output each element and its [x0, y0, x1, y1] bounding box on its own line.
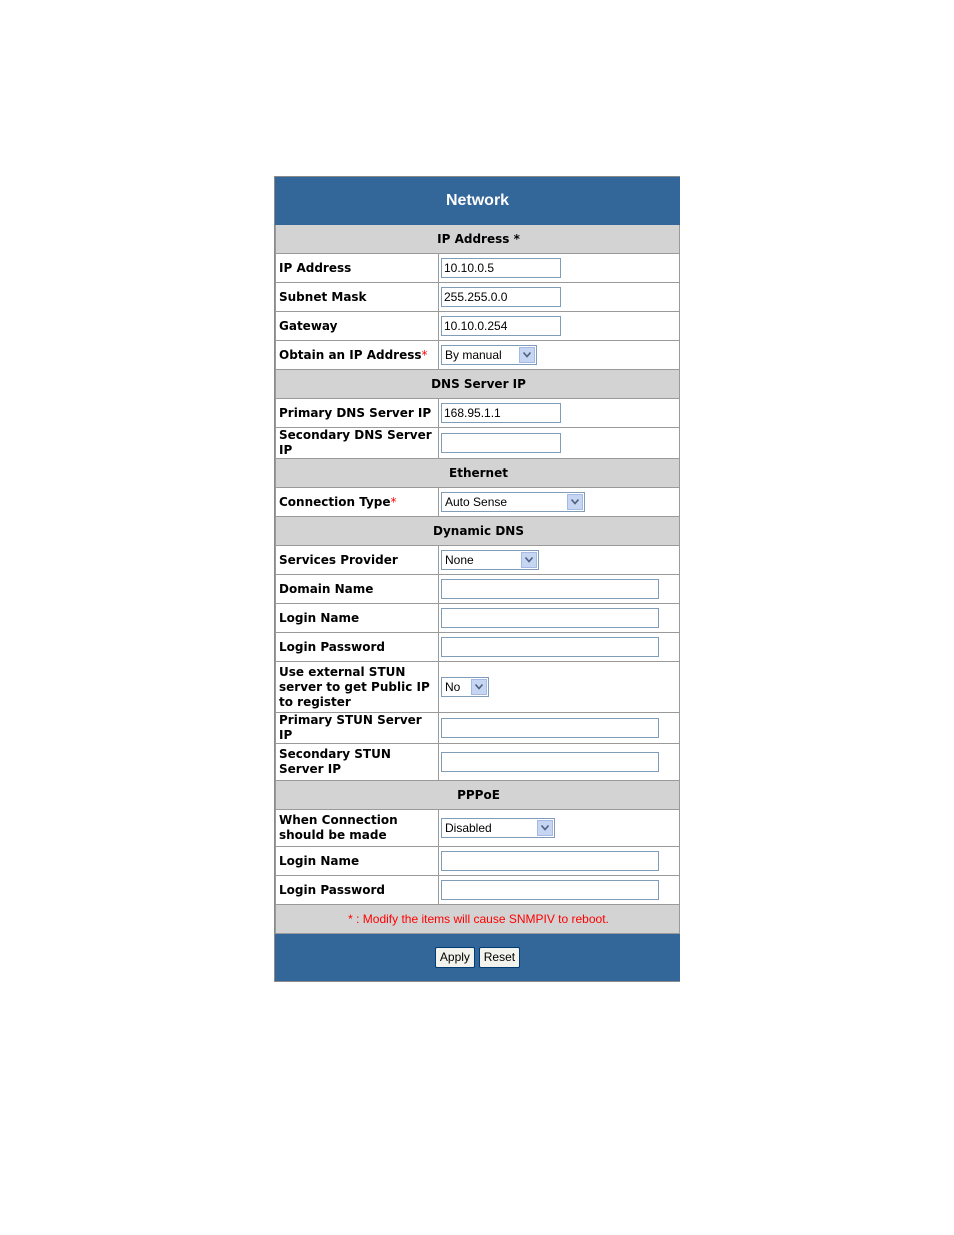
ddns-login-password-label: Login Password: [276, 633, 439, 662]
obtain-ip-label: [276, 341, 439, 370]
services-provider-select-value: None: [445, 553, 474, 567]
domain-name-input[interactable]: [441, 579, 659, 599]
primary-dns-input[interactable]: 168.95.1.1: [441, 403, 561, 423]
reboot-note: * : Modify the items will cause SNMPIV to reboot.: [276, 905, 680, 934]
pppoe-login-name-input[interactable]: [441, 851, 659, 871]
obtain-ip-select-value: By manual: [445, 348, 502, 362]
connection-type-label: [276, 488, 439, 517]
domain-name-label: Domain Name: [276, 575, 439, 604]
apply-button[interactable]: Apply: [435, 947, 475, 968]
secondary-dns-input[interactable]: [441, 433, 561, 453]
form-footer: [276, 934, 680, 981]
subnet-mask-label: Subnet Mask: [276, 283, 439, 312]
connection-type-select[interactable]: [441, 492, 585, 512]
pppoe-login-password-input[interactable]: [441, 880, 659, 900]
primary-stun-input[interactable]: [441, 718, 659, 738]
section-ethernet: Ethernet: [276, 459, 680, 488]
use-stun-label: Use external STUN server to get Public IP to register: [276, 662, 439, 713]
chevron-down-icon: [567, 494, 583, 510]
section-dynamic-dns: Dynamic DNS: [276, 517, 680, 546]
required-mark: *: [390, 494, 397, 509]
pppoe-when-select-value: Disabled: [445, 821, 492, 835]
services-provider-label: Services Provider: [276, 546, 439, 575]
secondary-stun-input[interactable]: [441, 752, 659, 772]
use-stun-select-value: No: [445, 680, 461, 694]
ddns-login-name-label: Login Name: [276, 604, 439, 633]
connection-type-select-value: Auto Sense: [445, 495, 508, 509]
services-provider-select[interactable]: [441, 550, 539, 570]
connection-type-label-text: Connection Type: [279, 494, 391, 509]
section-dns-server: DNS Server IP: [276, 370, 680, 399]
page-title: Network: [276, 178, 680, 225]
ddns-login-password-input[interactable]: [441, 637, 659, 657]
secondary-stun-label: Secondary STUN Server IP: [276, 744, 439, 781]
subnet-mask-input[interactable]: 255.255.0.0: [441, 287, 561, 307]
section-ip-address: IP Address *: [276, 225, 680, 254]
chevron-down-icon: [519, 347, 535, 363]
chevron-down-icon: [471, 679, 487, 695]
chevron-down-icon: [521, 552, 537, 568]
pppoe-login-password-label: Login Password: [276, 876, 439, 905]
obtain-ip-select[interactable]: [441, 345, 537, 365]
network-settings-panel: [274, 176, 680, 982]
primary-dns-label: Primary DNS Server IP: [276, 399, 439, 428]
ip-address-input[interactable]: 10.10.0.5: [441, 258, 561, 278]
section-pppoe: PPPoE: [276, 781, 680, 810]
required-mark: *: [421, 347, 428, 362]
chevron-down-icon: [537, 820, 553, 836]
network-form-table: [275, 177, 680, 981]
obtain-ip-label-text: Obtain an IP Address: [279, 347, 422, 362]
secondary-dns-label: Secondary DNS Server IP: [276, 428, 439, 459]
gateway-label: Gateway: [276, 312, 439, 341]
primary-stun-label: Primary STUN Server IP: [276, 713, 439, 744]
gateway-input[interactable]: 10.10.0.254: [441, 316, 561, 336]
ddns-login-name-input[interactable]: [441, 608, 659, 628]
ip-address-label: IP Address: [276, 254, 439, 283]
pppoe-when-select[interactable]: [441, 818, 555, 838]
pppoe-login-name-label: Login Name: [276, 847, 439, 876]
reset-button[interactable]: Reset: [479, 947, 520, 968]
pppoe-when-label: When Connection should be made: [276, 810, 439, 847]
use-stun-select[interactable]: [441, 677, 489, 697]
